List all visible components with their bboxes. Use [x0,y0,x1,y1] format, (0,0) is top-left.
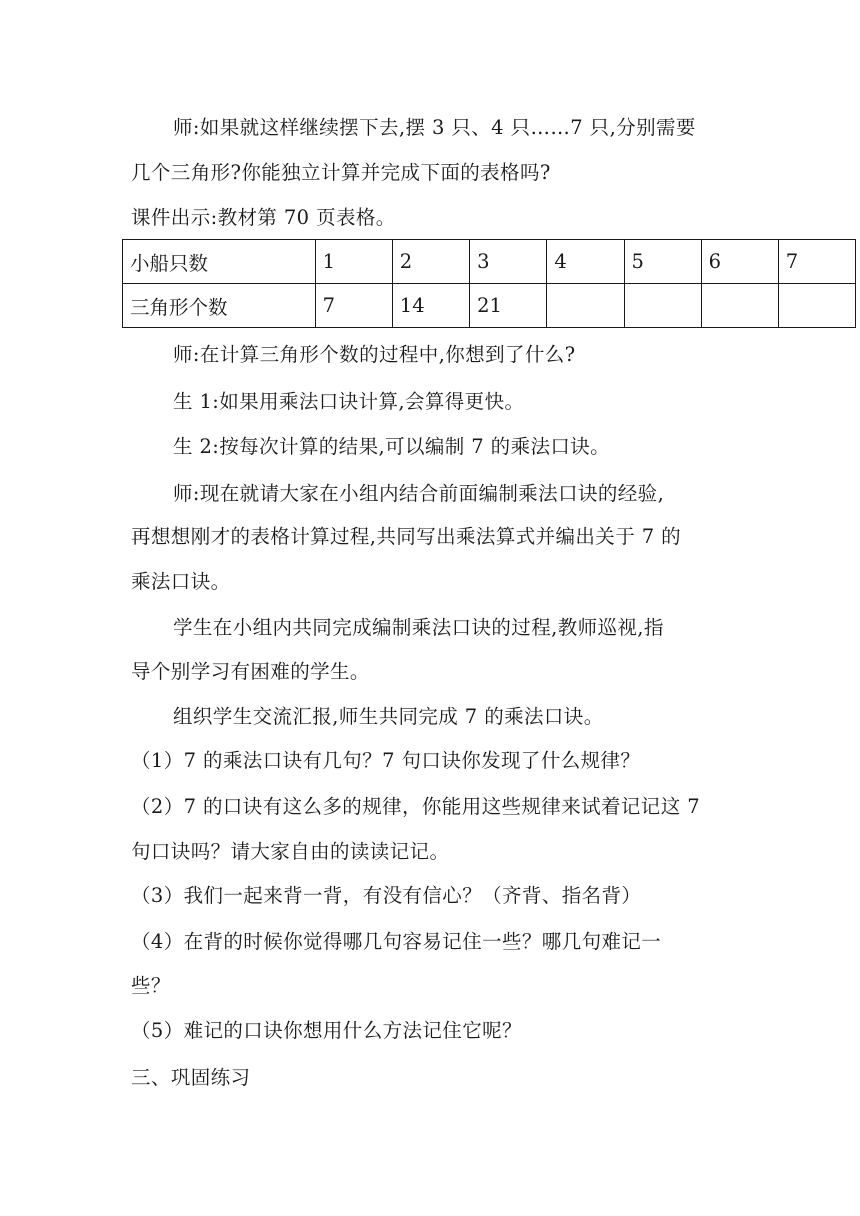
paragraph-teacher-group-line2: 再想想刚才的表格计算过程,共同写出乘法算式并编出关于 7 的 [131,525,682,548]
table-row [123,240,856,284]
paragraph-teacher-question-line2: 几个三角形?你能独立计算并完成下面的表格吗? [131,161,551,184]
table-cell: 7 [315,284,392,328]
paragraph-teacher-group-line3: 乘法口诀。 [131,570,231,593]
paragraph-courseware: 课件出示:教材第 70 页表格。 [131,206,396,229]
section-title: 三、巩固练习 [131,1066,251,1089]
paragraph-teacher-question-line1: 师:如果就这样继续摆下去,摆 3 只、4 只……7 只,分别需要 [173,116,696,139]
table-cell: 5 [624,240,701,284]
question-2-line2: 句口诀吗？请大家自由的读读记记。 [131,840,450,863]
triangle-count-table [122,239,856,328]
table-cell [778,284,855,328]
table-cell: 1 [315,240,392,284]
table-cell: 2 [392,240,469,284]
paragraph-student1: 生 1:如果用乘法口诀计算,会算得更快。 [173,390,525,413]
table-cell: 4 [547,240,624,284]
question-5: （5）难记的口诀你想用什么方法记住它呢？ [131,1019,522,1042]
paragraph-teacher-group-line1: 师:现在就请大家在小组内结合前面编制乘法口诀的经验, [173,482,665,505]
table-row [123,284,856,328]
table-cell: 3 [470,240,547,284]
table-cell [547,284,624,328]
table-cell [701,284,778,328]
table-row-header: 三角形个数 [123,284,316,328]
table-cell [624,284,701,328]
paragraph-report: 组织学生交流汇报,师生共同完成 7 的乘法口诀。 [173,705,604,728]
question-4-line2: 些？ [131,974,171,997]
table-cell: 21 [470,284,547,328]
paragraph-students-work-line2: 导个别学习有困难的学生。 [131,660,370,683]
table-cell: 14 [392,284,469,328]
question-3: （3）我们一起来背一背，有没有信心？（齐背、指名背） [131,884,642,907]
paragraph-students-work-line1: 学生在小组内共同完成编制乘法口诀的过程,教师巡视,指 [173,616,664,639]
paragraph-student2: 生 2:按每次计算的结果,可以编制 7 的乘法口诀。 [173,435,611,458]
question-2-line1: （2）7 的口诀有这么多的规律，你能用这些规律来试着记记这 7 [131,795,701,818]
table-cell: 7 [778,240,855,284]
table-row-header: 小船只数 [123,240,316,284]
paragraph-teacher-think: 师:在计算三角形个数的过程中,你想到了什么? [173,343,576,366]
question-4-line1: （4）在背的时候你觉得哪几句容易记住一些？哪几句难记一 [131,930,662,953]
question-1: （1）7 的乘法口诀有几句？7 句口诀你发现了什么规律？ [131,749,641,772]
table-cell: 6 [701,240,778,284]
